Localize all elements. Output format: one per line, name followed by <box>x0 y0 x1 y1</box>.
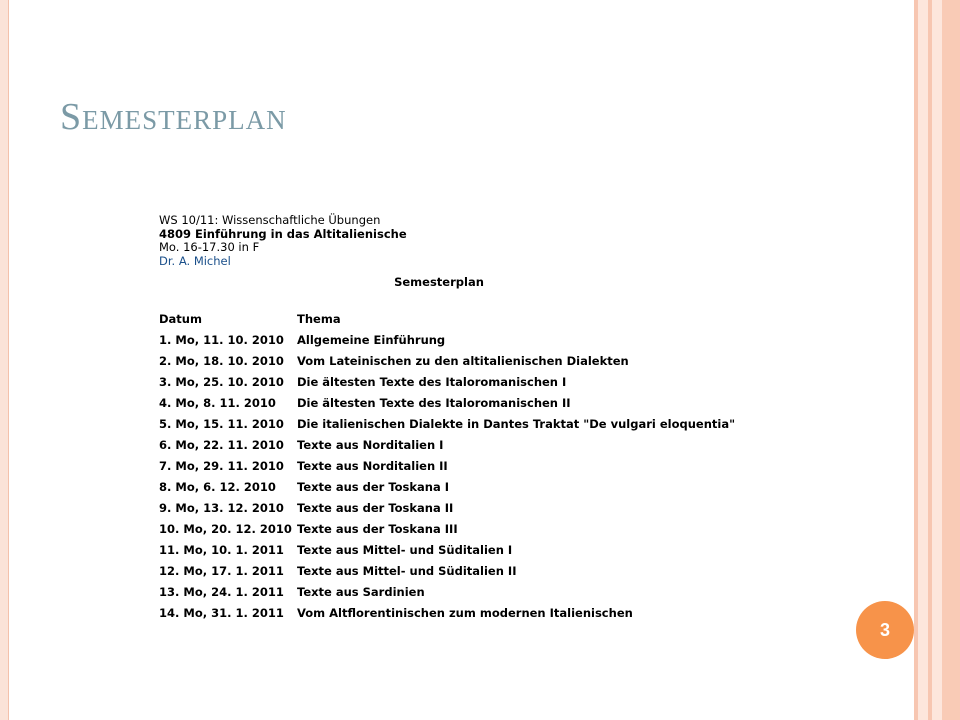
row-date: 3. Mo, 25. 10. 2010 <box>159 375 284 389</box>
row-date: 2. Mo, 18. 10. 2010 <box>159 354 284 368</box>
column-header-date: Datum <box>159 312 202 326</box>
row-topic: Texte aus Mittel- und Süditalien II <box>297 564 517 578</box>
row-topic: Texte aus der Toskana I <box>297 480 450 494</box>
table-row <box>159 438 759 459</box>
stripe <box>918 0 928 720</box>
row-date: 14. Mo, 31. 1. 2011 <box>159 606 284 620</box>
page-number-badge: 3 <box>856 601 914 659</box>
course-title: 4809 Einführung in das Altitalienische <box>159 226 407 241</box>
table-row <box>159 564 759 585</box>
stripe <box>932 0 942 720</box>
row-date: 5. Mo, 15. 11. 2010 <box>159 417 284 431</box>
row-topic: Texte aus Norditalien I <box>297 438 444 452</box>
row-date: 7. Mo, 29. 11. 2010 <box>159 459 284 473</box>
row-topic: Die italienischen Dialekte in Dantes Traktat "De vulgari eloquentia" <box>297 417 736 431</box>
table-row <box>159 375 759 396</box>
row-topic: Texte aus Sardinien <box>297 585 425 599</box>
row-date: 13. Mo, 24. 1. 2011 <box>159 585 284 599</box>
row-topic: Texte aus der Toskana III <box>297 522 458 536</box>
row-date: 9. Mo, 13. 12. 2010 <box>159 501 284 515</box>
table-row <box>159 543 759 564</box>
stripe <box>942 0 960 720</box>
row-date: 11. Mo, 10. 1. 2011 <box>159 543 284 557</box>
slide-title: Semesterplan <box>60 96 287 138</box>
right-stripe-decoration <box>914 0 960 720</box>
table-row <box>159 480 759 501</box>
row-date: 12. Mo, 17. 1. 2011 <box>159 564 284 578</box>
row-topic: Vom Altflorentinischen zum modernen Italienischen <box>297 606 633 620</box>
row-date: 10. Mo, 20. 12. 2010 <box>159 522 292 536</box>
row-topic: Allgemeine Einführung <box>297 333 446 347</box>
row-topic: Die ältesten Texte des Italoromanischen I <box>297 375 567 389</box>
table-row <box>159 354 759 375</box>
column-header-topic: Thema <box>297 312 341 326</box>
row-topic: Texte aus Mittel- und Süditalien I <box>297 543 513 557</box>
semester-document <box>159 213 759 620</box>
table-row <box>159 459 759 480</box>
row-topic: Vom Lateinischen zu den altitalienischen Dialekten <box>297 354 629 368</box>
table-row <box>159 396 759 417</box>
table-row <box>159 417 759 438</box>
schedule-table <box>159 312 759 627</box>
table-row <box>159 522 759 543</box>
table-row <box>159 606 759 627</box>
table-row <box>159 501 759 522</box>
table-row <box>159 333 759 354</box>
row-topic: Die ältesten Texte des Italoromanischen II <box>297 396 571 410</box>
table-header-row <box>159 312 759 333</box>
row-topic: Texte aus Norditalien II <box>297 459 448 473</box>
teacher-name: Dr. A. Michel <box>159 253 231 268</box>
row-date: 4. Mo, 8. 11. 2010 <box>159 396 276 410</box>
left-border-decoration <box>0 0 9 720</box>
course-time-room: Mo. 16-17.30 in F <box>159 240 260 254</box>
semester-course-type: WS 10/11: Wissenschaftliche Übungen <box>159 213 381 227</box>
row-date: 6. Mo, 22. 11. 2010 <box>159 438 284 452</box>
row-date: 8. Mo, 6. 12. 2010 <box>159 480 276 494</box>
table-row <box>159 585 759 606</box>
row-date: 1. Mo, 11. 10. 2010 <box>159 333 284 347</box>
plan-heading: Semesterplan <box>394 275 484 289</box>
row-topic: Texte aus der Toskana II <box>297 501 454 515</box>
